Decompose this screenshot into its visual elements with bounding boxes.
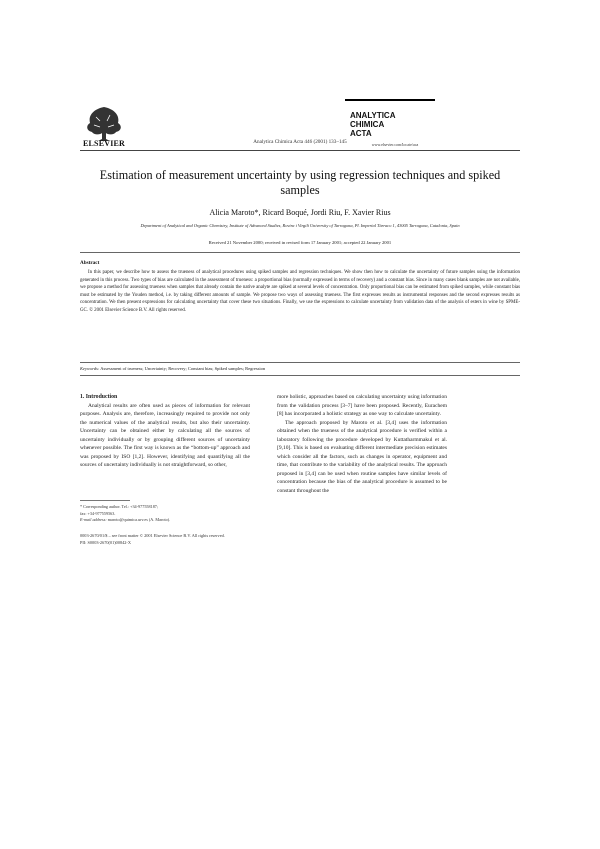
author-affiliation: Department of Analytical and Organic Chemistry, Institute of Advanced Studies, Rovira i Virgili University of Tarragona, Pl. Imperial Tàrraco 1, 43005 Tarragona, Catalonia, Spain xyxy=(140,223,460,228)
body-column-right xyxy=(277,393,447,495)
article-authors: Alicia Maroto*, Ricard Boqué, Jordi Riu, F. Xavier Rius xyxy=(209,208,391,217)
journal-url[interactable]: www.elsevier.com/locate/aca xyxy=(371,142,419,147)
pii-line: PII: S0003-2670(01)00842-X xyxy=(80,540,131,545)
footnote-email xyxy=(80,517,250,524)
footnote-email-label: E-mail address: xyxy=(80,517,107,522)
abstract-heading: Abstract xyxy=(80,260,100,266)
journal-citation: Analytica Chimica Acta 446 (2001) 133–145 xyxy=(253,139,347,145)
article-title: Estimation of measurement uncertainty by using regression techniques and spiked samples xyxy=(99,168,501,197)
keywords xyxy=(80,366,520,371)
journal-logo-line-1: ANALYTICA xyxy=(350,111,396,120)
copyright-line: 0003-2670/01/$ – see front matter © 2001 Elsevier Science B.V. All rights reserved. xyxy=(80,533,225,538)
keywords-divider xyxy=(80,375,520,376)
keywords-text: Assessment of trueness; Uncertainty; Recovery; Constant bias; Spiked samples; Regression xyxy=(100,366,266,371)
header-divider xyxy=(80,150,520,151)
footnote-line-1: * Corresponding author. Tel.: +34-977558187; xyxy=(80,504,159,509)
abstract-text: In this paper, we describe how to assess the trueness of analytical procedures using spiked samples and regression techniques. We show then how to calculate the uncertainty of future samples using the information generated in this process. Two types of bias are calculated in the assessment of trueness: a proportional bias (normally expressed in terms of recovery) and a constant bias. Since in many cases blank samples are not available, we propose a method for assessing trueness when samples that already contain the native analyte are spiked at several levels of concentration. Only proportional bias can be estimated from spiked samples, while constant bias must be estimated by the Youden method, i.e. by taking different amounts of sample. We propose two ways of assessing trueness. The first expresses results as instrumental responses and the second expresses results as concentration. We then present expressions for calculating uncertainty that cover these two situations. Finally, we use the expressions to calculate uncertainty from validation data of the analysis of esters in wine by SPME-GC. © 2001 Elsevier Science B.V. All rights reserved. xyxy=(80,270,520,313)
keywords-label: Keywords: xyxy=(80,366,100,371)
intro-paragraph-1: Analytical results are often used as pieces of information for relevant purposes. Analysis are, therefore, increasingly required to provide not only the numerical values of the analytical results, but also their uncertainty. Uncertainty can be obtained either by calculating all the sources of uncertainty individually or by grouping different sources of uncertainty whenever possible. The first way is known as the “bottom-up” approach and was proposed by ISO [1,2]. However, identifying and quantifying all the sources of uncertainty individually is not straightforward, so other, xyxy=(80,402,250,468)
journal-logo xyxy=(350,111,430,138)
intro-paragraph-1-continued: more holistic, approaches based on calculating uncertainty using information from the validation process [3–7] have been proposed. Recently, Eurachem [8] has incorporated a holistic strategy as one way to calculate uncertainty. xyxy=(277,394,447,417)
footnote-line-2: fax: +34-977559563. xyxy=(80,510,116,516)
publisher-name: ELSEVIER xyxy=(82,139,126,148)
footnote-divider xyxy=(80,500,130,501)
section-heading-introduction: 1. Introduction xyxy=(80,394,118,400)
journal-logo-line-3: ACTA xyxy=(350,129,372,138)
footnote xyxy=(80,504,250,524)
article-dates: Received 21 November 2000; received in revised form 17 January 2001; accepted 22 January 2001 xyxy=(208,240,392,245)
body-column-left xyxy=(80,393,250,470)
abstract-body xyxy=(80,269,520,315)
journal-logo-rule xyxy=(345,99,435,101)
title-divider xyxy=(80,252,520,253)
copyright-notice xyxy=(80,532,380,546)
abstract-divider xyxy=(80,362,520,363)
footnote-email-value[interactable]: maroto@quimica.urv.es (A. Maroto). xyxy=(107,517,171,522)
journal-logo-line-2: CHIMICA xyxy=(350,120,385,129)
intro-paragraph-2: The approach proposed by Maroto et al. [3,4] uses the information obtained when the trueness of the analytical procedure is verified within a laboratory following the procedure developed by Kuttatharmmakul et al. [9,10]. This is based on evaluating different intermediate precision estimates which consider all the factors, such as changes in operator, equipment and time, that contribute to the variability of the analytical results. The approach proposed in [3,4] can be used when routine samples have similar levels of concentration because the bias of the analytical procedure is assumed to be constant throughout the xyxy=(277,419,447,494)
